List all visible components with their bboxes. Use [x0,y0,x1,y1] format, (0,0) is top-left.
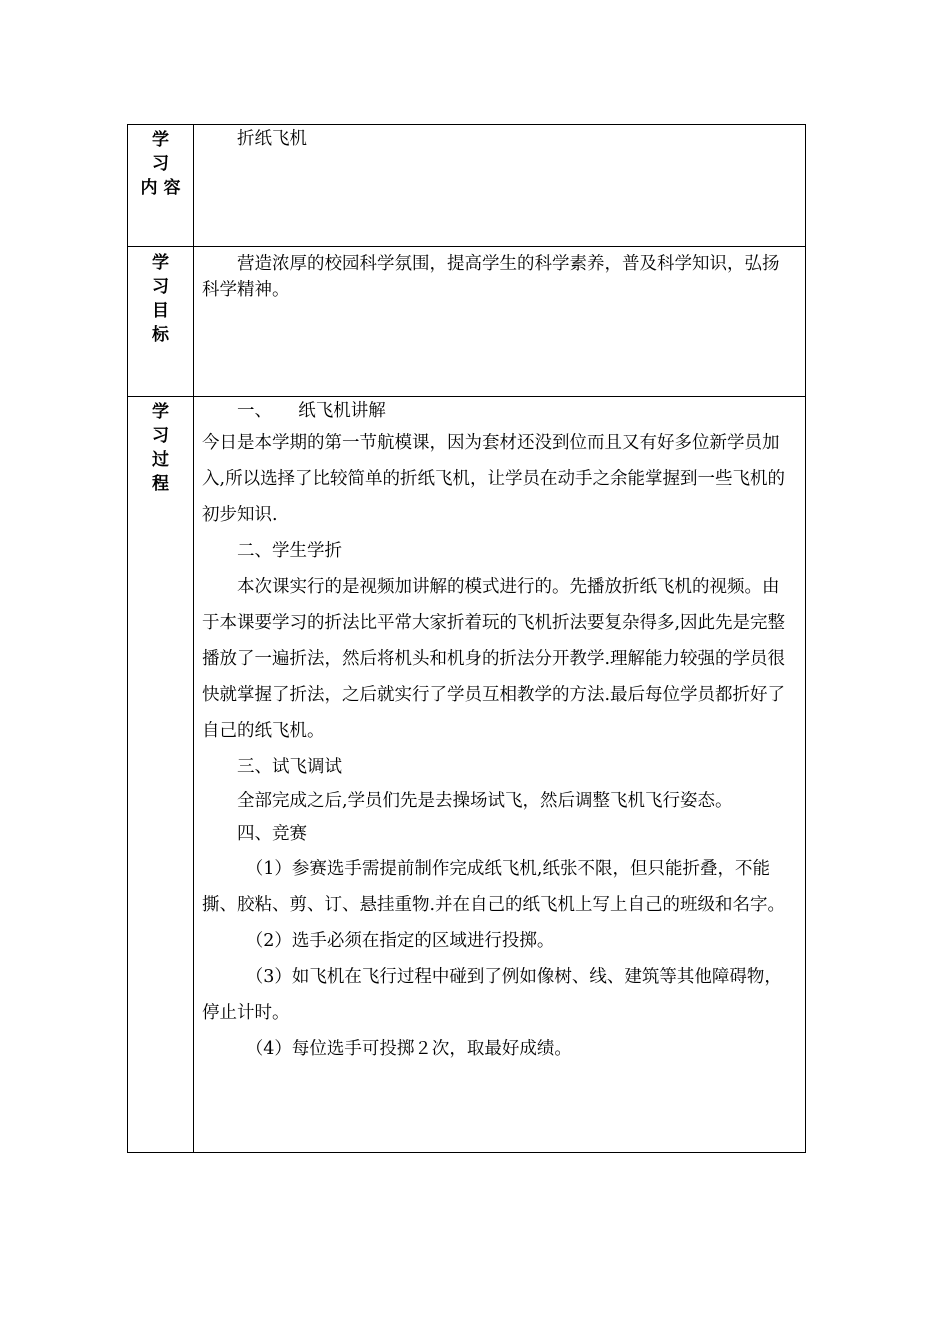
table-row-objective [128,247,805,397]
rule-item: （1）参赛选手需提前制作完成纸飞机,纸张不限，但只能折叠，不能撕、胶粘、剪、订、悬挂重物.并在自己的纸飞机上写上自己的班级和名字。 [202,859,786,915]
rule-item: （3）如飞机在飞行过程中碰到了例如像树、线、建筑等其他障碍物， 停止计时。 [202,967,791,1023]
label-line: 习 [152,154,169,174]
row-label-process [128,400,193,496]
row-label-content [128,128,193,200]
table-row-process [128,397,805,1154]
paragraph: 本次课实行的是视频加讲解的模式进行的。先播放折纸飞机的视频。由于本课要学习的折法比平常大家折着玩的飞机折法要复杂得多,因此先是完整播放了一遍折法，然后将机头和机身的折法分开教学.理解能力较强的学员很快就掌握了折法，之后就实行了学员互相教学的方法.最后每位学员都折好了自己的纸飞机。 [202,577,786,741]
label-line: 习 [152,277,169,297]
section-heading: 二、学生学折 [202,541,342,561]
section-heading: 三、试飞调试 [202,757,342,777]
label-line: 标 [152,325,169,345]
row-label-objective [128,251,193,347]
label-line: 程 [152,474,169,494]
table-row-content [128,125,805,247]
lesson-table [127,124,806,1153]
paragraph: 营造浓厚的校园科学氛围，提高学生的科学素养，普及科学知识，弘扬科学精神。 [202,254,780,300]
row-content-objective [202,251,795,303]
row-content-content [202,127,795,151]
rule-item: （2）选手必须在指定的区域进行投掷。 [202,931,555,951]
paragraph: 折纸飞机 [202,129,307,149]
label-line: 过 [152,450,169,470]
section-heading: 一、 纸飞机讲解 [202,401,386,421]
label-line: 学 [152,402,169,422]
paragraph: 今日是本学期的第一节航模课，因为套材还没到位而且又有好多位新学员加入,所以选择了比较简单的折纸飞机，让学员在动手之余能掌握到一些飞机的初步知识. [202,433,786,525]
rule-item: （4）每位选手可投掷２次，取最好成绩。 [202,1039,572,1059]
section-heading: 四、竞赛 [202,824,307,844]
label-line: 目 [152,301,169,321]
label-line: 学 [152,253,169,273]
row-content-process [202,397,795,1067]
paragraph: 全部完成之后,学员们先是去操场试飞，然后调整飞机飞行姿态。 [202,791,733,811]
label-line: 内 容 [140,178,181,198]
label-line: 学 [152,130,169,150]
label-line: 习 [152,426,169,446]
